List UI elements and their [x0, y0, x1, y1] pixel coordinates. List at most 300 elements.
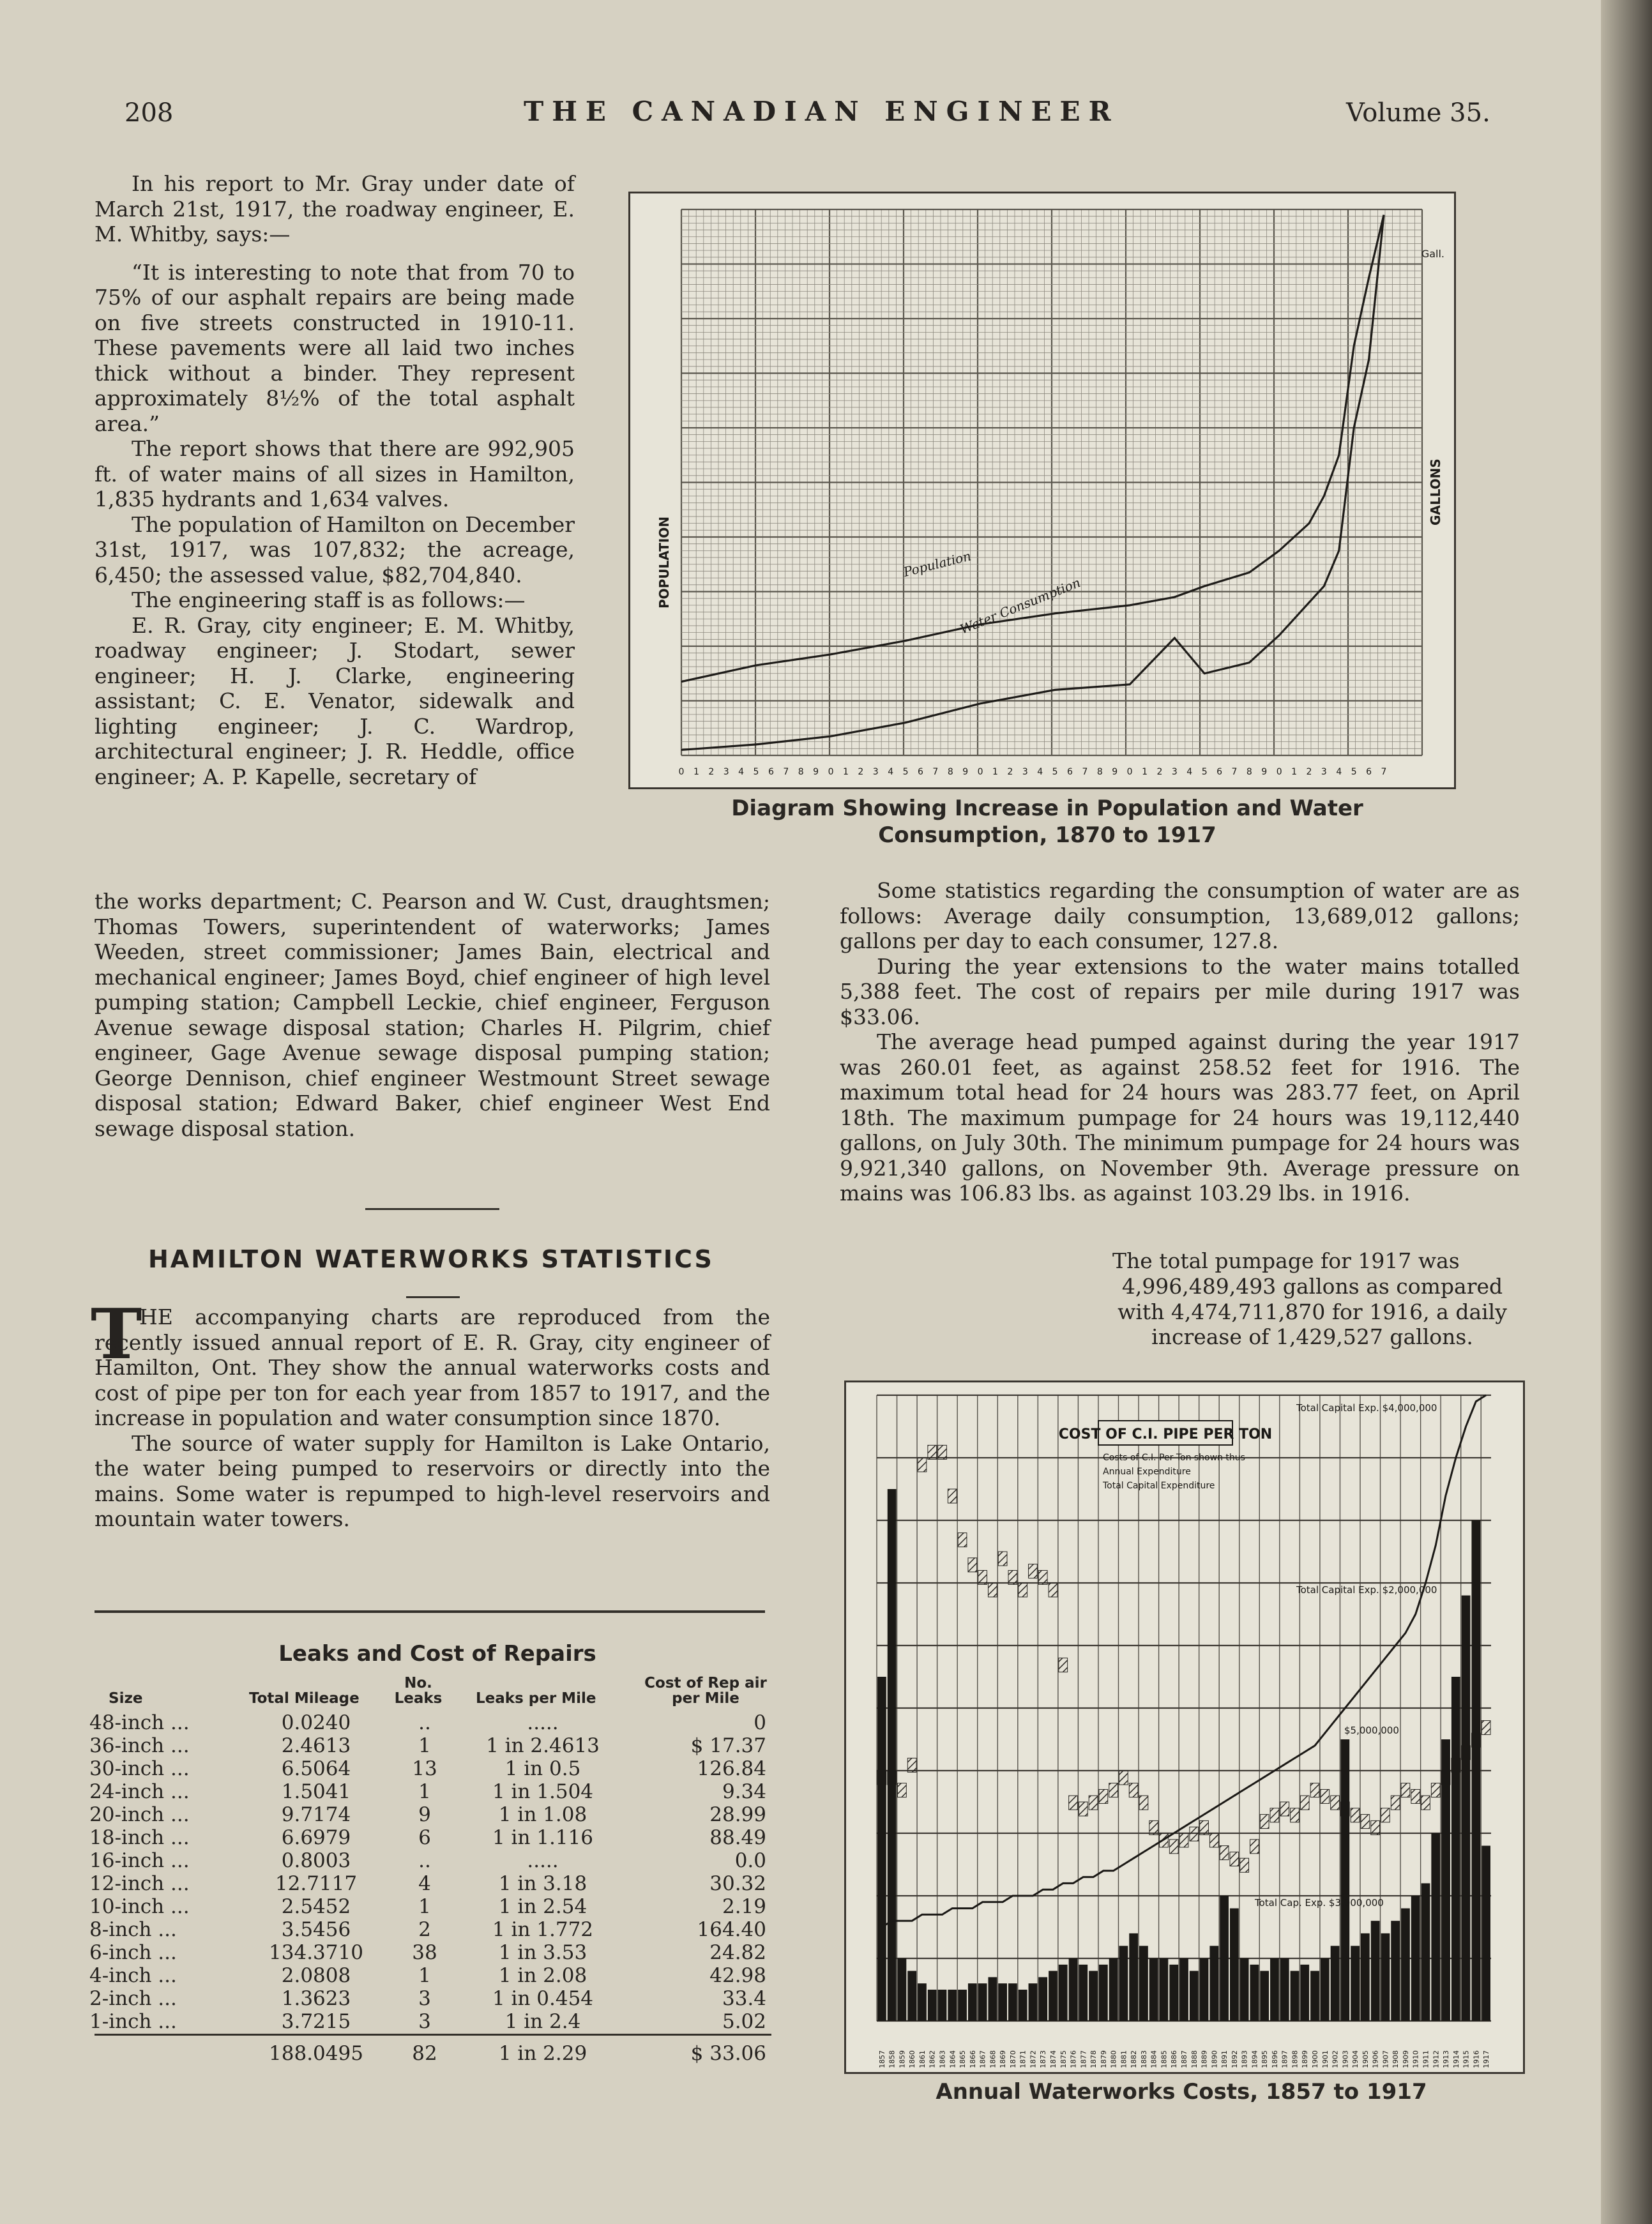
annual-expenditure-bar [1481, 1846, 1490, 2021]
paragraph-water-source: The source of water supply for Hamilton is Lake Ontario, the water being pumped to reservoirs or directly into the mains. Some water is repumped to high-level reservoirs and mountain water towers. [95, 1430, 770, 1531]
cell-per-mile: 1 in 1.504 [492, 1780, 594, 1803]
cell-leaks: 38 [412, 1941, 437, 1964]
pipe-cost-bar [958, 1533, 967, 1547]
table-row [89, 1803, 785, 1826]
pipe-cost-bar [1200, 1820, 1209, 1834]
x-tick-label: 4 [1336, 767, 1342, 777]
pipe-cost-bar [1391, 1796, 1400, 1810]
cell-mileage: 0.8003 [281, 1849, 351, 1872]
x-tick-label: 1914 [1451, 2050, 1460, 2068]
annual-costs-chart [844, 1381, 1525, 2074]
annual-expenditure-bar [1099, 1965, 1108, 2021]
pipe-cost-bar [1250, 1840, 1259, 1854]
x-tick-label: 1859 [898, 2050, 907, 2068]
pipe-cost-bar [1079, 1802, 1087, 1816]
legend-entry: Total Capital Expenditure [1103, 1481, 1215, 1491]
annual-expenditure-bar [1351, 1946, 1360, 2021]
cell-per-mile: 1 in 2.08 [498, 1964, 587, 1987]
total-leaks: 82 [412, 2042, 437, 2065]
x-tick-label: 3 [1171, 767, 1178, 777]
cell-mileage: 3.7215 [281, 2010, 351, 2033]
x-tick-label: 1900 [1311, 2050, 1320, 2068]
legend-entry: Costs of C.I. Per Ton shown thus [1103, 1453, 1245, 1463]
x-tick-label: 5 [753, 767, 759, 777]
x-tick-label: 1858 [888, 2050, 897, 2068]
left-column-upper [95, 171, 575, 789]
x-tick-label: 2 [708, 767, 715, 777]
x-tick-label: 0 [1126, 767, 1133, 777]
cell-cost: 5.02 [722, 2010, 766, 2033]
paragraph-extensions: During the year extensions to the water mains totalled 5,388 feet. The cost of repairs per mile during 1917 was $33.06. [840, 953, 1520, 1029]
x-tick-label: 1864 [948, 2050, 957, 2068]
x-tick-label: 1911 [1421, 2050, 1430, 2068]
cell-mileage: 3.5456 [281, 1918, 351, 1941]
x-tick-label: 1874 [1049, 2050, 1057, 2068]
annual-expenditure-bar [1240, 1958, 1249, 2021]
cell-leaks: 3 [418, 2010, 431, 2033]
annual-expenditure-bar [888, 1489, 897, 2021]
paragraph-whitby-report: In his report to Mr. Gray under date of March 21st, 1917, the roadway engineer, E. M. Whitby, says:— [95, 171, 575, 246]
paragraph-population: The population of Hamilton on December 31st, 1917, was 107,832; the acreage, 6,450; the assessed value, $82,704,840. [95, 511, 575, 587]
cell-cost: $ 17.37 [690, 1734, 766, 1757]
pipe-cost-bar [988, 1583, 997, 1597]
table-top-rule [95, 1610, 765, 1613]
x-tick-label: 4 [1037, 767, 1043, 777]
x-tick-label: 7 [1381, 767, 1387, 777]
cell-per-mile: 1 in 2.4 [504, 2010, 581, 2033]
x-tick-label: 1883 [1139, 2050, 1148, 2068]
pipe-cost-bar [1109, 1783, 1118, 1797]
ylabel-left: POPULATION [656, 516, 672, 609]
annual-expenditure-bar [1340, 1739, 1349, 2021]
annual-expenditure-bar [1250, 1965, 1259, 2021]
cell-cost: 0.0 [734, 1849, 766, 1872]
annual-expenditure-bar [1462, 1596, 1471, 2021]
annual-expenditure-bar [1220, 1896, 1229, 2021]
cell-size: 8-inch ... [89, 1918, 177, 1941]
pipe-cost-bar [1169, 1840, 1178, 1854]
annotation-label: Total Capital Exp. $2,000,000 [1296, 1584, 1437, 1596]
x-tick-label: 4 [738, 767, 745, 777]
pipe-cost-bar [1421, 1796, 1430, 1810]
page-header [0, 96, 1652, 134]
chart1-grid [681, 209, 1422, 755]
cell-size: 12-inch ... [89, 1872, 190, 1895]
cell-leaks: .. [418, 1711, 431, 1734]
annual-expenditure-bar [1069, 1958, 1078, 2021]
annual-expenditure-bar [1129, 1933, 1138, 2021]
cell-cost: 0 [754, 1711, 766, 1734]
x-tick-label: 1896 [1270, 2050, 1279, 2068]
pipe-cost-bar [1209, 1833, 1218, 1847]
table-row [89, 1826, 785, 1849]
right-column-tail-b [1102, 1274, 1523, 1350]
pipe-cost-bar [1260, 1815, 1269, 1829]
pipe-cost-bar [938, 1445, 947, 1459]
heading-underline [406, 1296, 460, 1298]
pipe-cost-bar [1401, 1783, 1410, 1797]
annual-expenditure-bar [998, 1983, 1007, 2021]
annual-expenditure-bar [1371, 1921, 1380, 2021]
x-tick-label: 1 [1142, 767, 1148, 777]
x-tick-label: 1877 [1079, 2050, 1088, 2068]
x-tick-label: 1882 [1130, 2050, 1139, 2068]
paragraph-charts-intro: HE accompanying charts are reproduced from the recently issued annual report of E. R. Gray, city engineer of Hamilton, Ont. They show the annual waterworks costs and cost of pipe per ton for each year from 1857 to 1917, and the increase in population and water consumption since 1870. [95, 1305, 770, 1430]
cell-mileage: 1.5041 [281, 1780, 351, 1803]
x-tick-label: 1869 [999, 2050, 1008, 2068]
cell-per-mile: 1 in 2.54 [498, 1895, 587, 1918]
pipe-cost-bar [1321, 1789, 1330, 1803]
x-tick-label: 1870 [1008, 2050, 1017, 2068]
annual-expenditure-bar [948, 1990, 957, 2021]
x-tick-label: 5 [1052, 767, 1058, 777]
pipe-cost-bar [1381, 1808, 1390, 1822]
cell-per-mile: 1 in 0.5 [504, 1757, 581, 1780]
pipe-cost-bar [948, 1489, 957, 1503]
cell-cost: 24.82 [709, 1941, 766, 1964]
x-tick-label: 2 [1306, 767, 1312, 777]
page-number: 208 [125, 98, 174, 128]
x-tick-label: 1 [1291, 767, 1298, 777]
cell-leaks: 6 [418, 1826, 431, 1849]
x-tick-label: 1857 [877, 2050, 886, 2068]
cell-leaks: 2 [418, 1918, 431, 1941]
x-tick-label: 7 [932, 767, 939, 777]
table-total-rule [95, 2034, 771, 2036]
cell-leaks: 4 [418, 1872, 431, 1895]
annual-expenditure-bar [968, 1983, 977, 2021]
annual-expenditure-bar [1190, 1971, 1199, 2021]
x-tick-label: 3 [872, 767, 879, 777]
x-tick-label: 8 [947, 767, 953, 777]
cell-leaks: 1 [418, 1780, 431, 1803]
pipe-cost-bar [1220, 1846, 1229, 1860]
x-tick-label: 1888 [1190, 2050, 1199, 2068]
x-tick-label: 1879 [1099, 2050, 1108, 2068]
x-tick-label: 8 [1096, 767, 1103, 777]
cell-size: 36-inch ... [89, 1734, 190, 1757]
x-tick-label: 1865 [959, 2050, 967, 2068]
pipe-cost-bar [1240, 1858, 1249, 1872]
x-tick-label: 2 [858, 767, 864, 777]
cell-per-mile: 1 in 1.116 [492, 1826, 594, 1849]
cell-leaks: 13 [412, 1757, 437, 1780]
x-tick-label: 2 [1007, 767, 1013, 777]
annual-expenditure-bar [1179, 1958, 1188, 2021]
paragraph-staff-list-end: the works department; C. Pearson and W. Cust, draughtsmen; Thomas Towers, superintendent of waterworks; James Weeden, street commissioner; James Bain, electrical and mechanical engineer; James Boyd, chief engineer of high level pumping station; Campbell Leckie, chief engineer, Ferguson Avenue sewage disposal station; Charles H. Pilgrim, chief engineer, Gage Avenue sewage disposal pumping station; George Dennison, chief engineer Westmount Street sewage disposal station; Edward Baker, chief engineer West End sewage disposal station. [95, 889, 770, 1141]
cell-per-mile: ..... [527, 1711, 559, 1734]
annual-expenditure-bar [1401, 1909, 1410, 2021]
pipe-cost-bar [1230, 1852, 1239, 1866]
table-title: Leaks and Cost of Repairs [278, 1641, 596, 1667]
section-body [95, 1305, 770, 1532]
x-tick-label: 1897 [1280, 2050, 1289, 2068]
x-tick-label: 1912 [1432, 2050, 1441, 2068]
table-row [89, 1780, 785, 1803]
x-tick-label: 5 [1201, 767, 1208, 777]
x-tick-label: 1 [842, 767, 849, 777]
pipe-cost-bar [1129, 1783, 1138, 1797]
pipe-cost-bar [918, 1458, 927, 1472]
cell-mileage: 0.0240 [281, 1711, 351, 1734]
cell-leaks: 1 [418, 1895, 431, 1918]
x-tick-label: 1915 [1462, 2050, 1471, 2068]
annual-costs-chart-svg [846, 1382, 1523, 2072]
cell-cost: 33.4 [722, 1987, 766, 2010]
cell-per-mile: 1 in 3.18 [498, 1872, 587, 1895]
annual-expenditure-bar [1270, 1958, 1279, 2021]
x-tick-label: 5 [1351, 767, 1357, 777]
cell-per-mile: ..... [527, 1849, 559, 1872]
x-tick-label: 1909 [1401, 2050, 1410, 2068]
annual-expenditure-bar [978, 1983, 987, 2021]
paragraph-consumption-stats: Some statistics regarding the consumption of water are as follows: Average daily consumption, 13,689,012 gallons; gallons per day to each consumer, 127.8. [840, 878, 1520, 953]
population-water-chart [628, 192, 1456, 789]
cell-size: 2-inch ... [89, 1987, 177, 2010]
annual-expenditure-bar [1169, 1965, 1178, 2021]
pipe-cost-bar [998, 1552, 1007, 1566]
cell-mileage: 9.7174 [281, 1803, 351, 1826]
annual-expenditure-bar [1431, 1833, 1440, 2021]
x-tick-label: 1916 [1472, 2050, 1481, 2068]
x-tick-label: 7 [783, 767, 789, 777]
annual-expenditure-bar [1049, 1971, 1057, 2021]
x-tick-label: 9 [813, 767, 819, 777]
x-tick-label: 1860 [908, 2050, 917, 2068]
annual-expenditure-bar [1209, 1946, 1218, 2021]
pipe-cost-bar [1179, 1833, 1188, 1847]
pipe-cost-bar [1139, 1796, 1148, 1810]
annotation-label: Total Cap. Exp. $3,000,000 [1255, 1897, 1384, 1909]
x-tick-label: 1868 [989, 2050, 997, 2068]
x-tick-label: 0 [977, 767, 983, 777]
pipe-cost-bar [1291, 1808, 1300, 1822]
x-tick-label: 8 [798, 767, 804, 777]
cell-size: 24-inch ... [89, 1780, 190, 1803]
pipe-cost-bar [1029, 1564, 1038, 1578]
annual-expenditure-bar [1411, 1896, 1420, 2021]
pipe-cost-bar [1411, 1789, 1420, 1803]
x-tick-label: 1867 [978, 2050, 987, 2068]
annual-expenditure-bar [1441, 1739, 1450, 2021]
pipe-cost-bar [978, 1570, 987, 1584]
pipe-cost-bar [1361, 1815, 1370, 1829]
x-tick-label: 1917 [1482, 2050, 1491, 2068]
total-cost: $ 33.06 [690, 2042, 766, 2065]
cell-size: 48-inch ... [89, 1711, 190, 1734]
annotation-label: $5,000,000 [1344, 1725, 1399, 1736]
ylabel-right: GALLONS [1428, 458, 1443, 526]
cell-per-mile: 1 in 2.4613 [486, 1734, 600, 1757]
x-tick-label: 1898 [1291, 2050, 1300, 2068]
x-tick-label: 1881 [1119, 2050, 1128, 2068]
pipe-cost-bar [1019, 1583, 1027, 1597]
legend-entry: Annual Expenditure [1103, 1467, 1191, 1477]
cell-mileage: 134.3710 [269, 1941, 363, 1964]
annual-expenditure-bar [1019, 1990, 1027, 2021]
annual-expenditure-bar [1029, 1983, 1038, 2021]
x-tick-label: 1905 [1361, 2050, 1370, 2068]
x-tick-label: 1885 [1160, 2050, 1169, 2068]
x-tick-label: 9 [1261, 767, 1268, 777]
cell-mileage: 12.7117 [275, 1872, 358, 1895]
table-row [89, 1849, 785, 1872]
annual-expenditure-bar [1421, 1883, 1430, 2021]
pipe-cost-bar [1310, 1783, 1319, 1797]
annual-expenditure-bar [928, 1990, 937, 2021]
pipe-cost-bar [1119, 1771, 1128, 1785]
drop-cap: T [91, 1294, 142, 1375]
x-tick-label: 3 [1022, 767, 1028, 777]
table-row [89, 2010, 785, 2033]
section-divider [365, 1208, 499, 1210]
cell-size: 10-inch ... [89, 1895, 190, 1918]
annual-expenditure-bar [1008, 1983, 1017, 2021]
paragraph-water-mains: The report shows that there are 992,905 ft. of water mains of all sizes in Hamilton, 1,835 hydrants and 1,634 valves. [95, 436, 575, 511]
cell-cost: 164.40 [697, 1918, 766, 1941]
x-tick-label: 1903 [1341, 2050, 1350, 2068]
pipe-cost-bar [1331, 1796, 1340, 1810]
annual-expenditure-bar [877, 1677, 886, 2021]
pipe-cost-bar [1431, 1783, 1440, 1797]
population-water-chart-svg [630, 193, 1454, 787]
x-tick-label: 1886 [1170, 2050, 1179, 2068]
annual-expenditure-bar [1200, 1958, 1209, 2021]
x-tick-label: 1893 [1240, 2050, 1249, 2068]
header-leaks-per-mile: Leaks per Mile [476, 1690, 596, 1707]
annual-expenditure-bar [1059, 1965, 1068, 2021]
x-tick-label: 1910 [1411, 2050, 1420, 2068]
annual-expenditure-bar [1038, 1977, 1047, 2021]
x-tick-label: 0 [828, 767, 834, 777]
cell-cost: 2.19 [722, 1895, 766, 1918]
cell-mileage: 2.0808 [281, 1964, 351, 1987]
label-population: Population [902, 548, 973, 580]
population-chart-caption: Diagram Showing Increase in Population and Water Consumption, 1870 to 1917 [731, 796, 1363, 848]
annual-expenditure-bar [1361, 1933, 1370, 2021]
cell-cost: 28.99 [709, 1803, 766, 1826]
x-tick-label: 3 [1321, 767, 1327, 777]
x-tick-label: 6 [1366, 767, 1372, 777]
table-row [89, 1734, 785, 1757]
x-tick-label: 4 [1186, 767, 1193, 777]
label-water-consumption: Water Consumption [957, 575, 1083, 637]
x-tick-label: 6 [918, 767, 923, 777]
cell-cost: 30.32 [709, 1872, 766, 1895]
table-header [89, 1676, 785, 1707]
section-heading: HAMILTON WATERWORKS STATISTICS [148, 1245, 714, 1273]
cell-mileage: 6.5064 [281, 1757, 351, 1780]
header-total-mileage: Total Mileage [249, 1690, 360, 1707]
annual-expenditure-bar [1260, 1971, 1269, 2021]
x-tick-label: 1889 [1200, 2050, 1209, 2068]
pipe-cost-bar [1351, 1808, 1360, 1822]
annual-expenditure-bar [1160, 1958, 1169, 2021]
annual-expenditure-bar [1300, 1965, 1309, 2021]
annual-expenditure-bar [958, 1990, 967, 2021]
x-tick-label: 1891 [1220, 2050, 1229, 2068]
page-binding-shadow [1601, 0, 1652, 2224]
x-tick-label: 6 [768, 767, 774, 777]
annual-costs-caption: Annual Waterworks Costs, 1857 to 1917 [936, 2079, 1427, 2105]
x-tick-label: 1876 [1069, 2050, 1078, 2068]
annual-expenditure-bar [1291, 1971, 1300, 2021]
cell-mileage: 2.5452 [281, 1895, 351, 1918]
paragraph-staff-intro: The engineering staff is as follows:— [132, 587, 526, 612]
pipe-cost-bar [1099, 1789, 1108, 1803]
cell-leaks: 1 [418, 1734, 431, 1757]
x-tick-label: 0 [678, 767, 685, 777]
x-tick-label: 7 [1082, 767, 1088, 777]
x-tick-label: 1904 [1351, 2050, 1360, 2068]
annual-expenditure-bar [1381, 1933, 1390, 2021]
annual-expenditure-bar [1139, 1946, 1148, 2021]
annual-expenditure-bar [1321, 1958, 1330, 2021]
annual-expenditure-bar [938, 1990, 947, 2021]
pipe-cost-bar [1300, 1796, 1309, 1810]
cell-size: 1-inch ... [89, 2010, 177, 2033]
cell-cost: 126.84 [697, 1757, 766, 1780]
cell-size: 18-inch ... [89, 1826, 190, 1849]
x-tick-label: 1872 [1029, 2050, 1038, 2068]
annual-expenditure-bar [1089, 1971, 1098, 2021]
annual-expenditure-bar [907, 1971, 916, 2021]
cell-cost: 88.49 [709, 1826, 766, 1849]
header-size: Size [109, 1690, 143, 1707]
x-tick-label: 1884 [1149, 2050, 1158, 2068]
x-tick-label: 1 [693, 767, 699, 777]
cell-leaks: 9 [418, 1803, 431, 1826]
table-totals-row [89, 2042, 785, 2065]
x-tick-label: 1906 [1371, 2050, 1380, 2068]
annual-expenditure-bar [1391, 1921, 1400, 2021]
pipe-cost-bar [1008, 1570, 1017, 1584]
x-tick-label: 1895 [1261, 2050, 1269, 2068]
pipe-cost-bar [1089, 1796, 1098, 1810]
cell-per-mile: 1 in 0.454 [492, 1987, 594, 2010]
annual-expenditure-bar [1109, 1958, 1118, 2021]
x-tick-label: 3 [723, 767, 729, 777]
total-per-mile: 1 in 2.29 [498, 2042, 587, 2065]
x-tick-label: 6 [1216, 767, 1223, 777]
x-tick-label: 9 [1112, 767, 1118, 777]
annual-expenditure-bar [1280, 1958, 1289, 2021]
x-tick-label: 1901 [1321, 2050, 1330, 2068]
cell-size: 16-inch ... [89, 1849, 190, 1872]
paragraph-pumping: The average head pumped against during the year 1917 was 260.01 feet, as against 258.52 feet for 1916. The maximum total head for 24 hours was 283.77 feet, on April 18th. The maximum pumpage for 24 hours was 19,112,440 gallons, on July 30th. The minimum pumpage for 24 hours was 9,921,340 gallons, on November 9th. Average pressure on mains was 106.83 lbs. as against 103.29 lbs. in 1916. [840, 1029, 1520, 1206]
publication-title: THE CANADIAN ENGINEER [524, 96, 1119, 127]
annual-expenditure-bar [1471, 1520, 1480, 2021]
header-cost-per-mile: Cost of Rep air per Mile [644, 1675, 767, 1707]
cell-leaks: 3 [418, 1987, 431, 2010]
table-row [89, 1918, 785, 1941]
pipe-cost-bar [1481, 1721, 1490, 1735]
table-row [89, 1895, 785, 1918]
x-tick-label: 1902 [1331, 2050, 1340, 2068]
table-row [89, 1941, 785, 1964]
x-tick-label: 1 [992, 767, 998, 777]
pipe-cost-bar [1280, 1802, 1289, 1816]
pipe-cost-bar [1149, 1820, 1158, 1834]
inset-title: COST OF C.I. PIPE PER TON [1058, 1426, 1273, 1442]
left-column-lower [95, 889, 770, 1141]
x-tick-label: 1880 [1109, 2050, 1118, 2068]
x-tick-label: 4 [888, 767, 894, 777]
cell-mileage: 1.3623 [281, 1987, 351, 2010]
volume-number: Volume 35. [1346, 98, 1490, 128]
x-tick-label: 1875 [1059, 2050, 1068, 2068]
cell-cost: 9.34 [722, 1780, 766, 1803]
